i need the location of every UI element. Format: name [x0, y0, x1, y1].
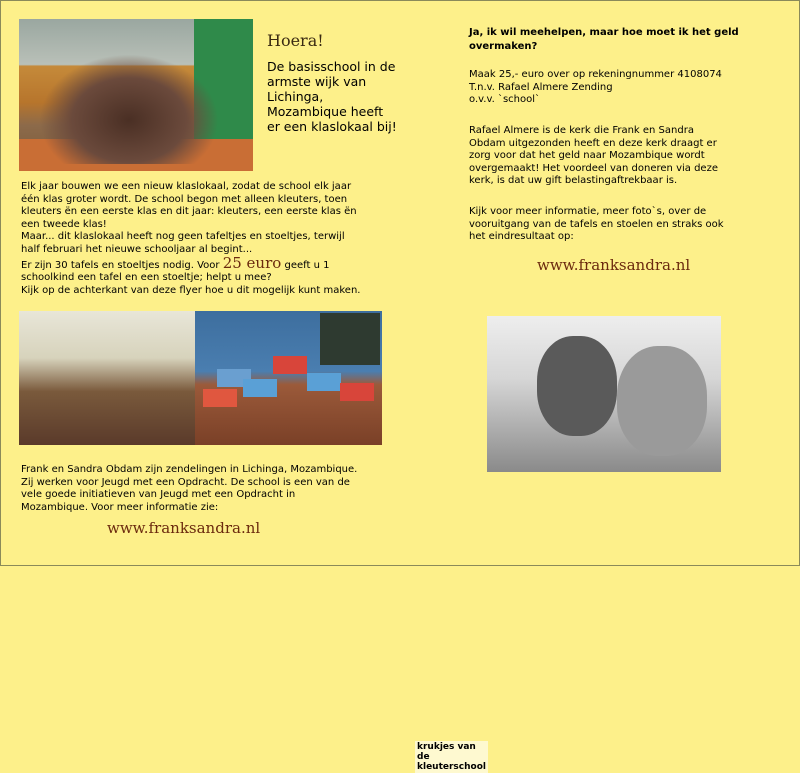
question-heading: Ja, ik wil meehelpen, maar hoe moet ik het geld overmaken?	[469, 27, 739, 52]
stools-photo	[195, 311, 486, 772]
stool	[340, 383, 374, 401]
text-line: vele goede initiatieven van Jeugd met een Opdracht in	[21, 489, 296, 501]
stool	[273, 356, 307, 374]
text-line: zorg voor dat het geld naar Mozambique wordt	[469, 150, 705, 162]
text-line: Maak 25,- euro over op rekeningnummer 4108074	[469, 69, 722, 80]
amount-highlight: 25 euro	[222, 253, 282, 272]
text-line: T.n.v. Rafael Almere Zending	[469, 81, 613, 93]
stool	[203, 389, 237, 407]
text-line: het eindresultaat op:	[469, 231, 574, 243]
stool	[307, 373, 341, 391]
text-line: half februari het nieuwe schooljaar al begint...	[21, 243, 253, 255]
more-info-text	[469, 206, 769, 244]
photo-person-frank	[537, 336, 617, 436]
text-line: Maar... dit klaslokaal heeft nog geen tafeltjes en stoeltjes, terwijl	[21, 231, 345, 243]
transfer-instructions	[469, 69, 769, 107]
text-line: kerk, is dat uw gift belastingaftrekbaar is.	[469, 175, 678, 187]
photo-caption: krukjes van de kleuterschool	[417, 742, 486, 772]
text-line-amount	[21, 253, 391, 273]
text-line: Kijk voor meer informatie, meer foto`s, over de	[469, 206, 707, 217]
website-link-left[interactable]: www.franksandra.nl	[107, 519, 261, 537]
text-line: o.v.v. `school`	[469, 94, 541, 106]
website-link-right[interactable]: www.franksandra.nl	[537, 256, 691, 274]
couple-photo	[487, 316, 721, 472]
photo-person-sandra	[617, 346, 707, 456]
text-line: Zij werken voor Jeugd met een Opdracht. De school is een van de	[21, 476, 350, 488]
sentence-post: geeft u 1	[284, 259, 330, 271]
stool	[243, 379, 277, 397]
text-line: Obdam uitgezonden heeft en deze kerk draagt er	[469, 137, 717, 149]
missionary-text	[21, 464, 391, 514]
lead-text: De basisschool in de armste wijk van Lichinga, Mozambique heeft er een klaslokaal bij!	[267, 59, 397, 134]
text-line: Kijk op de achterkant van deze flyer hoe u dit mogelijk kunt maken.	[21, 284, 361, 296]
text-line: kleuters ën een eerste klas en dit jaar: kleuters, een eerste klas ën	[21, 206, 357, 218]
text-line: Elk jaar bouwen we een nieuw klaslokaal, zodat de school elk jaar	[21, 181, 352, 192]
text-line: Mozambique. Voor meer informatie zie:	[21, 501, 219, 513]
text-line: schoolkind een tafel en een stoeltje; helpt u mee?	[21, 272, 272, 284]
heading: Hoera!	[267, 31, 324, 50]
sentence-pre: Er zijn 30 tafels en stoeltjes nodig. Voor	[21, 259, 220, 271]
intro-text	[21, 181, 391, 297]
church-text	[469, 125, 769, 188]
text-line: vooruitgang van de tafels en stoelen en straks ook	[469, 218, 724, 230]
classroom-photo	[19, 311, 195, 445]
text-line: één klas groter wordt. De school begon met alleen kleuters, toen	[21, 193, 348, 205]
text-line: Rafael Almere is de kerk die Frank en Sandra	[469, 125, 694, 136]
text-line: Frank en Sandra Obdam zijn zendelingen in Lichinga, Mozambique.	[21, 464, 358, 475]
school-children-photo	[19, 19, 253, 171]
text-line: een tweede klas!	[21, 218, 107, 230]
photo-blackboard	[320, 313, 380, 365]
photo-children	[39, 54, 219, 164]
text-line: overgemaakt! Het voordeel van doneren via deze	[469, 162, 718, 174]
